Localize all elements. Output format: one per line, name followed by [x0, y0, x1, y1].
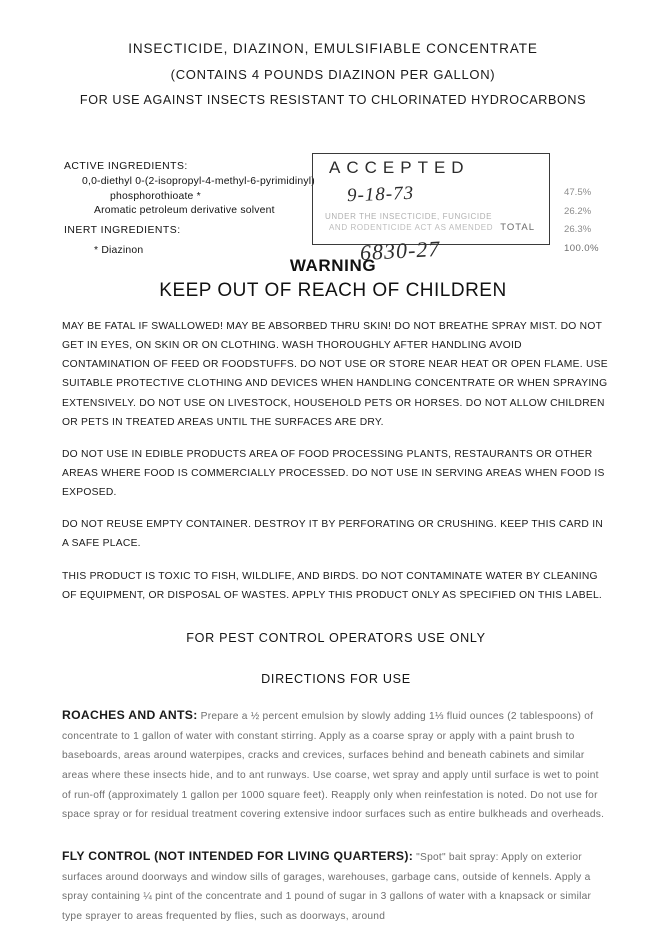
inert-ingredients-label: INERT INGREDIENTS: — [64, 225, 181, 237]
precaution-paragraph-2: DO NOT USE IN EDIBLE PRODUCTS AREA OF FOOD PROCESSING PLANTS, RESTAURANTS OR OTHER AREAS WHERE FOOD IS COMMERCIALLY PROCESSED. DO NOT USE IN SERVING AREAS WHEN FOOD IS EXPOSED. — [62, 448, 605, 499]
title-subline-resistance: FOR USE AGAINST INSECTS RESISTANT TO CHLORINATED HYDROCARBONS — [79, 92, 587, 107]
environmental-hazard-paragraph: THIS PRODUCT IS TOXIC TO FISH, WILDLIFE, AND BIRDS. DO NOT CONTAMINATE WATER BY CLEANING OF EQUIPMENT, OR DISPOSAL OF WASTES. APPLY THIS PRODUCT ONLY AS SPECIFIED ON THIS LABEL. — [62, 570, 603, 601]
section-fly-control — [62, 845, 610, 927]
pest-control-operators-heading: FOR PEST CONTROL OPERATORS USE ONLY — [186, 630, 486, 645]
section-fly-control-lead: FLY CONTROL (NOT INTENDED FOR LIVING QUARTERS): — [62, 848, 414, 863]
section-fly-control-text: "Spot" bait spray: Apply on exterior surfaces around doorways and window sills of garages, warehouses, garbage cans, outside of kennels. Apply a spray containing ¼ pint of the concentrate and 1 pound of sugar in 3 gallons of water with a knapsack or similar type sprayer to areas frequented by flies, such as doorways, around — [62, 851, 592, 922]
stamp-accepted-text: ACCEPTED — [329, 158, 470, 177]
container-disposal-paragraph: DO NOT REUSE EMPTY CONTAINER. DESTROY IT BY PERFORATING OR CRUSHING. KEEP THIS CARD IN A SAFE PLACE. — [62, 519, 604, 550]
active-ingredient-line-1: 0,0-diethyl 0-(2-isopropyl-4-methyl-6-pyrimidinyl) — [82, 175, 315, 187]
stamp-total-label: TOTAL — [500, 222, 535, 233]
keep-out-of-reach-heading: KEEP OUT OF REACH OF CHILDREN — [159, 280, 507, 301]
document-title-block — [0, 42, 666, 107]
stamp-faint-line-2: AND RODENTICIDE ACT AS AMENDED — [329, 223, 494, 232]
percent-solvent: 26.2% — [564, 205, 592, 217]
stamp-faint-line-1: UNDER THE INSECTICIDE, FUNGICIDE — [325, 212, 493, 221]
active-ingredient-line-3: Aromatic petroleum derivative solvent — [94, 205, 275, 217]
warning-heading: WARNING — [289, 256, 377, 275]
ingredient-footnote: * Diazinon — [94, 244, 144, 256]
label-body-text — [62, 317, 610, 927]
registration-number: 6830-27 — [359, 235, 441, 266]
percent-total: 100.0% — [564, 243, 599, 255]
section-roaches-and-ants — [62, 704, 610, 825]
percent-active: 47.5% — [564, 187, 592, 198]
directions-for-use-heading: DIRECTIONS FOR USE — [261, 672, 411, 687]
page-title: INSECTICIDE, DIAZINON, EMULSIFIABLE CONCENTRATE — [128, 41, 538, 56]
active-ingredient-line-2: phosphorothioate * — [110, 190, 201, 202]
ingredient-percent-column — [564, 184, 644, 259]
percent-inert: 26.3% — [564, 224, 592, 236]
title-subline-contains: (CONTAINS 4 POUNDS DIAZINON PER GALLON) — [170, 67, 496, 83]
active-ingredients-label: ACTIVE INGREDIENTS: — [64, 161, 188, 172]
accepted-stamp — [312, 153, 550, 245]
section-roaches-and-ants-text: Prepare a ½ percent emulsion by slowly adding 1⅓ fluid ounces (2 tablespoons) of concentrate to 1 gallon of water with constant stirring. Apply as a coarse spray or apply with a paint brush to baseboards, areas around waterpipes, cracks and crevices, surfaces behind and beneath cabinets and similar areas where these insects hide, and to ant runways. Use coarse, wet spray and apply until surface is wet to point of run-off (approximately 1 gallon per 1000 square feet). Reapply only when reinfestation is noted. Do not use for space spray or for residual treatment covering extensive indoor surfaces such as entire bulkheads and overheads. — [62, 710, 605, 821]
section-roaches-and-ants-lead: ROACHES AND ANTS: — [62, 707, 198, 722]
stamp-date: 9-18-73 — [346, 182, 415, 207]
precaution-paragraph-1: MAY BE FATAL IF SWALLOWED! MAY BE ABSORBED THRU SKIN! DO NOT BREATHE SPRAY MIST. DO NOT GET IN EYES, ON SKIN OR ON CLOTHING. WASH THOROUGHLY AFTER HANDLING AVOID CONTAMINATION OF FEED OR FOODSTUFFS. DO NOT USE OR STORE NEAR HEAT OR OPEN FLAME. USE SUITABLE PROTECTIVE CLOTHING AND DEVICES WHEN HANDLING CONCENTRATE OR WHEN SPRAYING EXTENSIVELY. DO NOT USE ON LIVESTOCK, HOUSEHOLD PETS OR HORSES. DO NOT ALLOW CHILDREN OR PETS IN TREATED AREAS UNTIL THE SURFACES ARE DRY. — [62, 321, 608, 428]
